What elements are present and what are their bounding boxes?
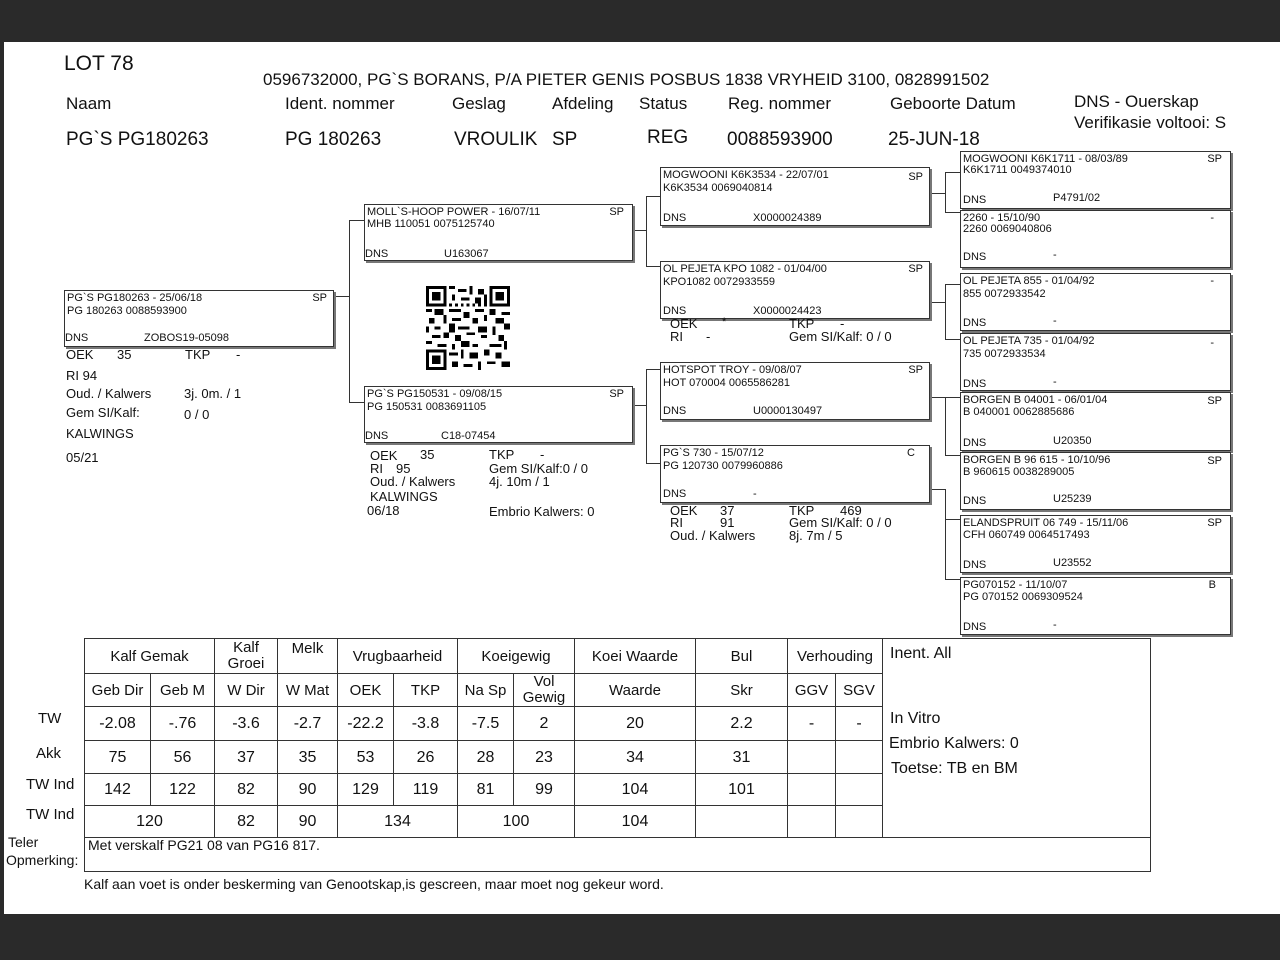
animal-gem-label: Gem SI/Kalf: <box>66 405 140 420</box>
group-koei-waarde: Koei Waarde <box>574 638 696 674</box>
gp4-gem: Gem SI/Kalf: 0 / 0 <box>789 515 892 530</box>
gp2-ri: - <box>706 329 711 344</box>
gp4-ri-label: RI <box>670 515 683 530</box>
ggp-code: SP <box>1207 153 1222 165</box>
dam-tkp: - <box>540 447 545 462</box>
table-cell: 90 <box>277 805 338 838</box>
ggp-code: SP <box>1207 395 1222 407</box>
table-cell: -7.5 <box>457 706 514 741</box>
gp4-oud: 8j. 7m / 5 <box>789 528 843 543</box>
dam-embrio: Embrio Kalwers: 0 <box>489 504 595 519</box>
connector <box>945 284 946 339</box>
value-status: REG <box>647 127 689 148</box>
ggp-dns-label: DNS <box>963 194 987 206</box>
ggp-title: ELANDSPRUIT 06 749 - 15/11/06 <box>963 517 1129 529</box>
gp-dns-value: X0000024389 <box>753 212 822 224</box>
ggp-dns-label: DNS <box>963 621 987 633</box>
ggp-code: - <box>1210 212 1214 224</box>
col-header: Waarde <box>574 673 696 707</box>
gp4-oek: 37 <box>720 503 735 518</box>
dam-date: 06/18 <box>367 503 400 518</box>
table-cell-empty <box>835 805 883 838</box>
group-bul: Bul <box>695 638 788 674</box>
table-cell: 142 <box>84 773 151 806</box>
table-cell: 100 <box>457 805 575 838</box>
ggp-box <box>960 392 1231 451</box>
dam-oud: 4j. 10m / 1 <box>489 474 550 489</box>
connector <box>929 302 945 303</box>
table-cell: 104 <box>574 805 696 838</box>
table-cell: - <box>835 706 883 741</box>
connector <box>349 220 364 221</box>
dam-gem: Gem SI/Kalf:0 / 0 <box>489 461 588 476</box>
ggp-dns-value: U25239 <box>1053 493 1092 505</box>
gp-code: SP <box>908 263 923 275</box>
table-cell: 2 <box>513 706 575 741</box>
gp-ident: HOT 070004 0065586281 <box>663 377 791 389</box>
table-cell: -.76 <box>150 706 215 741</box>
footer-note: Kalf aan voet is onder beskerming van Genootskap,is gescreen, maar moet nog gekeur word. <box>84 876 664 892</box>
gp4-oek-label: OEK <box>670 503 698 518</box>
table-cell: 82 <box>214 805 278 838</box>
row-label-tw: TW <box>38 710 62 727</box>
ggp-box <box>960 577 1231 635</box>
ggp-ident: B 960615 0038289005 <box>963 466 1075 478</box>
animal-tkp: - <box>236 347 241 362</box>
animal-oud-label: Oud. / Kalwers <box>66 386 152 401</box>
ggp-dns-value: - <box>1053 376 1057 388</box>
ggp-dns-value: U20350 <box>1053 435 1092 447</box>
label-dns: DNS - Ouerskap <box>1074 92 1199 111</box>
owner-line: 0596732000, PG`S BORANS, P/A PIETER GENIS POSBUS 1838 VRYHEID 3100, 0828991502 <box>263 70 990 89</box>
invitro-text: In Vitro <box>890 710 941 727</box>
gp4-tkp: 469 <box>840 503 862 518</box>
label-geboorte: Geboorte Datum <box>890 94 1016 113</box>
dam-title: PG`S PG150531 - 09/08/15 <box>367 388 503 400</box>
gp-title: PG`S 730 - 15/07/12 <box>663 447 764 459</box>
table-cell-empty <box>695 805 788 838</box>
gp-dns-label: DNS <box>663 212 687 224</box>
value-afdeling: SP <box>552 129 578 150</box>
animal-oek-label: OEK <box>66 347 94 362</box>
ggp-title: PG070152 - 11/10/07 <box>963 579 1068 591</box>
connector <box>646 369 660 370</box>
gp-title: HOTSPOT TROY - 09/08/07 <box>663 364 802 376</box>
gp-dns-value: X0000024423 <box>753 305 822 317</box>
animal-kalwings: KALWINGS <box>66 426 134 441</box>
ggp-ident: 855 0072933542 <box>963 288 1046 300</box>
col-header: Vol Gewig <box>513 673 575 707</box>
ggp-dns-label: DNS <box>963 559 987 571</box>
dam-dns-label: DNS <box>365 430 389 442</box>
table-cell: -2.08 <box>84 706 151 741</box>
animal-dns-value: ZOBOS19-05098 <box>144 332 229 344</box>
table-cell: -2.7 <box>277 706 338 741</box>
gp2-oek-label: OEK <box>670 316 698 331</box>
toetse-text: Toetse: TB en BM <box>891 760 1018 777</box>
row-label-tw-ind-2: TW Ind <box>26 806 75 823</box>
ggp-title: BORGEN B 04001 - 06/01/04 <box>963 394 1108 406</box>
connector <box>945 489 946 579</box>
group-melk: Melk <box>277 638 338 674</box>
gp-dns-value: U0000130497 <box>753 405 823 417</box>
gp-title: OL PEJETA KPO 1082 - 01/04/00 <box>663 263 827 275</box>
ggp-box <box>960 151 1231 209</box>
gp-box <box>660 261 930 319</box>
connector <box>945 212 960 213</box>
ggp-ident: K6K1711 0049374010 <box>963 164 1072 176</box>
table-cell: 101 <box>695 773 788 806</box>
table-cell: 99 <box>513 773 575 806</box>
gp4-oud-label: Oud. / Kalwers <box>670 528 756 543</box>
table-cell: - <box>787 706 836 741</box>
ggp-dns-label: DNS <box>963 437 987 449</box>
table-cell: 53 <box>337 740 394 774</box>
animal-box <box>64 290 334 347</box>
gp4-ri: 91 <box>720 515 735 530</box>
gp-ident: K6K3534 0069040814 <box>663 182 773 194</box>
gp-dns-label: DNS <box>663 405 687 417</box>
table-cell: 34 <box>574 740 696 774</box>
dam-ri: 95 <box>396 461 411 476</box>
value-reg: 0088593900 <box>727 129 833 150</box>
inent-text: Inent. All <box>890 645 952 662</box>
label-reg: Reg. nommer <box>728 94 831 113</box>
qr-code-icon <box>424 286 512 370</box>
ggp-box <box>960 273 1231 331</box>
table-cell: 122 <box>150 773 215 806</box>
gp2-ri-label: RI <box>670 329 683 344</box>
col-header: GGV <box>787 673 836 707</box>
ggp-dns-label: DNS <box>963 378 987 390</box>
gp-dns-label: DNS <box>663 305 687 317</box>
gp-code: SP <box>908 171 923 183</box>
connector <box>945 284 960 285</box>
gp-dns-value: - <box>753 488 757 500</box>
connector <box>945 339 960 340</box>
table-cell: 56 <box>150 740 215 774</box>
animal-oud: 3j. 0m. / 1 <box>184 386 242 401</box>
animal-ident: PG 180263 0088593900 <box>67 305 187 317</box>
dam-ident: PG 150531 0083691105 <box>367 401 487 413</box>
animal-dns-label: DNS <box>65 332 89 344</box>
connector <box>632 230 646 231</box>
ggp-ident: 735 0072933534 <box>963 348 1046 360</box>
gp2-gem: Gem SI/Kalf: 0 / 0 <box>789 329 892 344</box>
table-cell: 90 <box>277 773 338 806</box>
connector <box>632 405 646 406</box>
gp-ident: KPO1082 0072933559 <box>663 276 775 288</box>
ggp-ident: B 040001 0062885686 <box>963 406 1075 418</box>
table-cell: 20 <box>574 706 696 741</box>
table-cell: 28 <box>457 740 514 774</box>
sire-code: SP <box>609 206 624 218</box>
connector <box>646 196 647 266</box>
col-header: Geb M <box>150 673 215 707</box>
ggp-title: OL PEJETA 735 - 01/04/92 <box>963 335 1095 347</box>
col-header: Na Sp <box>457 673 514 707</box>
connector <box>646 463 660 464</box>
ggp-title: 2260 - 15/10/90 <box>963 212 1041 224</box>
animal-ri: RI 94 <box>66 368 98 383</box>
group-koeigewig: Koeigewig <box>457 638 575 674</box>
ggp-dns-label: DNS <box>963 251 987 263</box>
gp-box <box>660 167 930 226</box>
dam-dns-value: C18-07454 <box>441 430 496 442</box>
col-header: Skr <box>695 673 788 707</box>
animal-oek: 35 <box>117 347 132 362</box>
table-cell: 82 <box>214 773 278 806</box>
label-naam: Naam <box>66 94 112 113</box>
row-label-akk: Akk <box>36 745 62 762</box>
dam-oud-label: Oud. / Kalwers <box>370 474 456 489</box>
table-cell: 81 <box>457 773 514 806</box>
gp-dns-label: DNS <box>663 488 687 500</box>
connector <box>929 193 945 194</box>
ggp-dns-label: DNS <box>963 495 987 507</box>
connector <box>945 397 960 398</box>
ggp-box <box>960 515 1231 573</box>
ggp-dns-value: - <box>1053 619 1057 631</box>
connector <box>929 489 945 490</box>
group-kalf-groei: Kalf Groei <box>214 638 278 674</box>
label-afdeling: Afdeling <box>552 94 614 113</box>
group-kalf-gemak: Kalf Gemak <box>84 638 215 674</box>
col-header: W Dir <box>214 673 278 707</box>
table-cell: 26 <box>393 740 458 774</box>
row-label-tw-ind: TW Ind <box>26 776 75 793</box>
sire-dns-value: U163067 <box>444 248 489 260</box>
animal-gem: 0 / 0 <box>184 407 210 422</box>
ggp-code: - <box>1210 337 1214 349</box>
gp-box <box>660 445 930 503</box>
connector <box>646 369 647 463</box>
connector <box>945 455 960 456</box>
connector <box>333 296 349 297</box>
dam-oek: 35 <box>420 447 435 462</box>
table-cell: 31 <box>695 740 788 774</box>
dam-ri-label: RI <box>370 461 383 476</box>
ggp-dns-label: DNS <box>963 317 987 329</box>
label-ident: Ident. nommer <box>285 94 395 113</box>
table-cell: -3.8 <box>393 706 458 741</box>
table-cell: 134 <box>337 805 458 838</box>
value-geslag: VROULIK <box>454 129 538 150</box>
table-cell <box>835 773 883 806</box>
ggp-code: - <box>1210 275 1214 287</box>
dam-kalwings: KALWINGS <box>370 489 438 504</box>
animal-date: 05/21 <box>66 450 99 465</box>
table-cell: 75 <box>84 740 151 774</box>
remarks-text: Met verskalf PG21 08 van PG16 817. <box>88 837 320 853</box>
dam-tkp-label: TKP <box>489 447 515 462</box>
connector <box>929 397 945 398</box>
table-cell: 23 <box>513 740 575 774</box>
connector <box>945 172 946 212</box>
gp2-tkp-label: TKP <box>789 316 815 331</box>
gp2-oek: * <box>722 316 727 328</box>
col-header: W Mat <box>277 673 338 707</box>
animal-tkp-label: TKP <box>185 347 211 362</box>
group-verhouding: Verhouding <box>787 638 883 674</box>
ggp-dns-value: - <box>1053 315 1057 327</box>
ggp-box <box>960 210 1231 268</box>
table-cell: -3.6 <box>214 706 278 741</box>
label-status: Status <box>639 94 688 113</box>
connector <box>945 172 960 173</box>
sire-dns-label: DNS <box>365 248 389 260</box>
label-geslag: Geslag <box>452 94 506 113</box>
table-cell: 104 <box>574 773 696 806</box>
table-cell: 120 <box>84 805 215 838</box>
gp-code: SP <box>908 364 923 376</box>
gp-title: MOGWOONI K6K3534 - 22/07/01 <box>663 169 829 181</box>
group-vrugbaarheid: Vrugbaarheid <box>337 638 458 674</box>
ggp-code: SP <box>1207 455 1222 467</box>
col-header: Geb Dir <box>84 673 151 707</box>
lot-number: LOT 78 <box>64 52 134 75</box>
embrio-text: Embrio Kalwers: 0 <box>889 735 1019 752</box>
dam-code: SP <box>609 388 624 400</box>
table-cell: -22.2 <box>337 706 394 741</box>
ggp-box <box>960 452 1231 510</box>
table-cell: 35 <box>277 740 338 774</box>
ggp-code: B <box>1208 579 1216 591</box>
ggp-ident: CFH 060749 0064517493 <box>963 529 1090 541</box>
ggp-ident: PG 070152 0069309524 <box>963 591 1083 603</box>
gp-ident: PG 120730 0079960886 <box>663 460 783 472</box>
opmerking-label: Opmerking: <box>6 852 79 868</box>
ggp-title: MOGWOONI K6K1711 - 08/03/89 <box>963 153 1128 165</box>
table-cell: 119 <box>393 773 458 806</box>
connector <box>349 220 350 402</box>
sire-title: MOLL`S-HOOP POWER - 16/07/11 <box>367 206 541 218</box>
ggp-ident: 2260 0069040806 <box>963 223 1052 235</box>
table-cell <box>835 740 883 774</box>
table-cell <box>787 740 836 774</box>
connector <box>945 579 960 580</box>
ggp-title: BORGEN B 96 615 - 10/10/96 <box>963 454 1111 466</box>
animal-code: SP <box>312 292 327 304</box>
gp-box <box>660 362 930 420</box>
table-cell <box>787 773 836 806</box>
ggp-dns-value: U23552 <box>1053 557 1092 569</box>
animal-title: PG`S PG180263 - 25/06/18 <box>67 292 203 304</box>
value-ident: PG 180263 <box>285 129 382 150</box>
ggp-dns-value: - <box>1053 249 1057 261</box>
value-geboorte: 25-JUN-18 <box>888 129 980 150</box>
table-cell: 37 <box>214 740 278 774</box>
value-naam: PG`S PG180263 <box>66 129 209 150</box>
ggp-code: SP <box>1207 517 1222 529</box>
connector <box>646 266 660 267</box>
table-cell: 2.2 <box>695 706 788 741</box>
ggp-title: OL PEJETA 855 - 01/04/92 <box>963 275 1095 287</box>
ggp-dns-value: P4791/02 <box>1053 192 1101 204</box>
gp-code: C <box>907 447 915 459</box>
gp4-tkp-label: TKP <box>789 503 815 518</box>
gp2-tkp: - <box>840 316 845 331</box>
connector <box>646 196 660 197</box>
connector <box>349 402 364 403</box>
col-header: SGV <box>835 673 883 707</box>
col-header: OEK <box>337 673 394 707</box>
dam-oek-label: OEK <box>370 448 398 463</box>
pedigree-document <box>4 42 1280 914</box>
connector <box>945 519 960 520</box>
connector <box>945 397 946 455</box>
table-cell-empty <box>787 805 836 838</box>
dam-box <box>364 386 633 443</box>
sire-box <box>364 204 633 261</box>
teler-label: Teler <box>8 834 39 850</box>
table-cell: 129 <box>337 773 394 806</box>
col-header: TKP <box>393 673 458 707</box>
label-verifikasie: Verifikasie voltooi: S <box>1074 113 1227 132</box>
sire-ident: MHB 110051 0075125740 <box>367 218 495 230</box>
ggp-box <box>960 333 1231 391</box>
